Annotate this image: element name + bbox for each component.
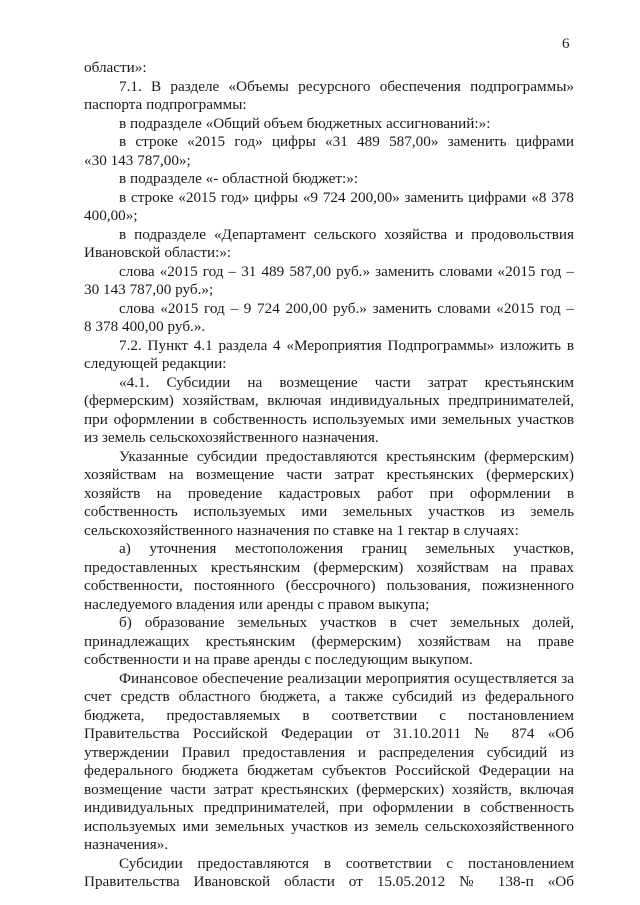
text-line: бюджета, предоставляемых в соответствии с постановлением xyxy=(84,706,574,724)
text-line: в подразделе «Департамент сельского хозяйства и продовольствия xyxy=(119,225,574,243)
page-number: 6 xyxy=(562,36,570,52)
text-line: назначения». xyxy=(84,836,169,853)
text-line: в строке «2015 год» цифры «31 489 587,00» заменить цифрами xyxy=(119,133,574,150)
text-line: а) уточнения местоположения границ земельных участков, xyxy=(119,540,574,557)
text-line: 7.2. Пункт 4.1 раздела 4 «Мероприятия Подпрограммы» изложить в xyxy=(119,336,574,354)
text-line: б) образование земельных участков в счет земельных долей, xyxy=(119,614,574,631)
text-line: собственность используемых ими земельных участков из земель xyxy=(84,503,574,520)
text-line: федерального бюджета бюджетам субъектов Российской Федерации на xyxy=(84,762,574,779)
text-line: предоставленных крестьянским (фермерским) хозяйствам на правах xyxy=(84,558,574,576)
text-line: «4.1. Субсидии на возмещение части затрат крестьянским xyxy=(119,373,574,391)
text-line: в подразделе «Общий объем бюджетных ассигнований:»: xyxy=(119,114,491,132)
text-line: возмещение части затрат крестьянских (фермерских) хозяйств, включая xyxy=(84,780,574,798)
text-line: из земель сельскохозяйственного назначения. xyxy=(84,429,379,446)
text-line: Финансовое обеспечение реализации мероприятия осуществляется за xyxy=(119,669,574,687)
text-line: 30 143 787,00 руб.»; xyxy=(84,281,214,298)
text-line: слова «2015 год – 31 489 587,00 руб.» заменить словами «2015 год – xyxy=(119,262,574,280)
text-line: счет средств областного бюджета, а также субсидий из федерального xyxy=(84,688,574,705)
text-line: используемых ими земельных участков из земель сельскохозяйственного xyxy=(84,817,574,835)
text-line: индивидуальных предпринимателей, при оформлении в собственность xyxy=(84,799,574,816)
text-line: в строке «2015 год» цифры «9 724 200,00» заменить цифрами «8 378 xyxy=(119,188,574,206)
text-line: 8 378 400,00 руб.». xyxy=(84,318,206,335)
text-line: собственности, постоянного (бессрочного) пользования, пожизненного xyxy=(84,577,574,594)
text-line: Правительства Российской Федерации от 31.10.2011 № 874 «Об xyxy=(84,725,574,742)
text-line: Правительства Ивановской области от 15.05.2012 № 138-п «Об xyxy=(84,873,574,890)
text-line: следующей редакции: xyxy=(84,355,227,372)
text-line: паспорта подпрограммы: xyxy=(84,96,247,113)
text-line: при оформлении в собственность используемых ими земельных участков xyxy=(84,410,574,428)
text-line: сельскохозяйственного назначения по ставке на 1 гектар в случаях: xyxy=(84,521,519,539)
text-line: хозяйств на проведение кадастровых работ при оформлении в xyxy=(84,484,574,502)
text-line: слова «2015 год – 9 724 200,00 руб.» заменить словами «2015 год – xyxy=(119,299,574,317)
document-body xyxy=(84,59,574,892)
text-line: Указанные субсидии предоставляются крестьянским (фермерским) xyxy=(119,447,574,465)
text-line: Ивановской области:»: xyxy=(84,244,232,261)
text-line: наследуемого владения или аренды с правом выкупа; xyxy=(84,595,430,613)
text-line: утверждении Правил предоставления и распределения субсидий из xyxy=(84,743,574,761)
text-line: хозяйствам на возмещение части затрат крестьянских (фермерских) xyxy=(84,466,574,483)
text-line: (фермерским) хозяйствам, включая индивидуальных предпринимателей, xyxy=(84,392,574,409)
text-line: собственности и на праве аренды с последующим выкупом. xyxy=(84,651,473,668)
text-line: 400,00»; xyxy=(84,207,138,224)
text-line: области»: xyxy=(84,59,147,76)
text-line: в подразделе «- областной бюджет:»: xyxy=(119,170,359,187)
text-line: Субсидии предоставляются в соответствии с постановлением xyxy=(119,854,574,872)
text-line: «30 143 787,00»; xyxy=(84,151,191,169)
text-line: 7.1. В разделе «Объемы ресурсного обеспечения подпрограммы» xyxy=(119,77,574,95)
text-line: принадлежащих крестьянским (фермерским) хозяйствам на праве xyxy=(84,632,574,650)
